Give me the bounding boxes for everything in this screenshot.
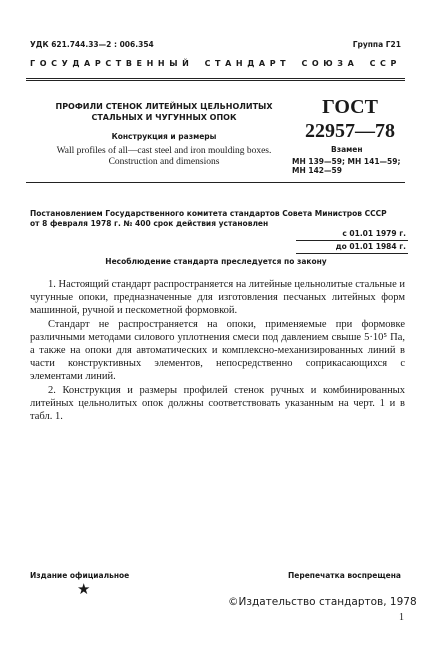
udk-code: УДК 621.744.33—2 : 006.354 [30, 40, 154, 49]
title-en-line1: Wall profiles of all—cast steel and iron moulding boxes. [56, 146, 272, 156]
law-notice: Несоблюдение стандарта преследуется по закону [105, 257, 327, 266]
paragraph-3: 2. Конструкция и размеры профилей стенок ручных и комбинированных литейных цельнолитых опок должны соответствовать указанным на черт. 1 и в табл. 1. [30, 384, 405, 423]
validity-dates [296, 228, 408, 254]
title-rule [26, 182, 405, 183]
replace-line1: МН 139—59; МН 141—59; [292, 157, 401, 166]
replace-line2: МН 142—59 [292, 166, 342, 175]
gost-number: 22957—78 [305, 120, 395, 142]
subtitle-russian: Конструкция и размеры [111, 132, 217, 141]
star-icon: ★ [77, 580, 91, 598]
title-ru-line2: СТАЛЬНЫХ И ЧУГУННЫХ ОПОК [91, 113, 237, 122]
decree-text [30, 209, 402, 229]
decree-line1: Постановлением Государственного комитета стандартов Совета Министров СССР [30, 209, 387, 218]
replaced-standards [292, 157, 407, 175]
group-code: Группа Г21 [352, 40, 401, 49]
page-number: 1 [399, 612, 404, 623]
gost-designation [300, 95, 400, 143]
decree-line2: от 8 февраля 1978 г. № 400 срок действия установлен [30, 219, 269, 228]
replace-label: Взамен [331, 145, 363, 154]
body-text [30, 278, 405, 423]
gost-label: ГОСТ [322, 96, 378, 118]
header-rule-bottom [26, 80, 405, 81]
title-ru-line1: ПРОФИЛИ СТЕНОК ЛИТЕЙНЫХ ЦЕЛЬНОЛИТЫХ [55, 102, 273, 111]
reprint-prohibited: Перепечатка воспрещена [287, 571, 401, 580]
title-en-line2: Construction and dimensions [108, 157, 220, 167]
date-from: с 01.01 1979 г. [296, 228, 408, 241]
header-rule-top [26, 78, 405, 79]
date-to: до 01.01 1984 г. [296, 241, 408, 254]
copyright: ©Издательство стандартов, 1978 [228, 596, 417, 608]
official-edition: Издание официальное [30, 571, 130, 580]
paragraph-2: Стандарт не распространяется на опоки, применяемые при формовке различными методами силового уплотнения смеси под давлением свыше 5·10⁵ Па, а также на опоки для автоматических и комплексно-механизированных линий в части конструктивных элементов, непосредственно соприкасающихся с элементами линий. [30, 318, 405, 383]
state-standard-header: ГОСУДАРСТВЕННЫЙ СТАНДАРТ СОЮЗА ССР [30, 59, 401, 68]
title-english [44, 146, 284, 168]
paragraph-1: 1. Настоящий стандарт распространяется на литейные цельнолитые стальные и чугунные опоки, предназначенные для изготовления песчаных литейных форм машинной, ручной и пескометной формовкой. [30, 279, 405, 317]
title-russian [44, 101, 284, 123]
